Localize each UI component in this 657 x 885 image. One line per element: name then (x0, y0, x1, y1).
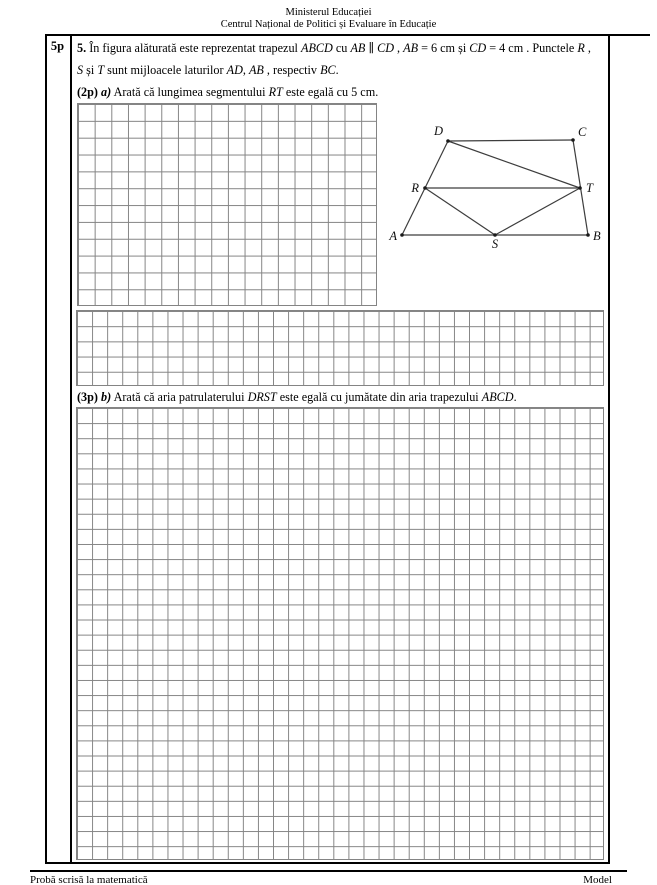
footer-exam-name: Probă scrisă la matematică (30, 874, 148, 885)
answer-grid-middle (76, 310, 604, 386)
subquestion-a: (2p) a) Arată că lungimea segmentului RT este egală cu 5 cm. (77, 85, 379, 99)
trapezoid-figure (375, 110, 610, 258)
answer-grid-bottom (76, 407, 604, 860)
svg-text:D: D (433, 124, 443, 138)
subquestion-b: (3p) b) Arată că aria patrulaterului DRST este egală cu jumătate din aria trapezului ABCD. (77, 390, 517, 404)
points-column-divider (70, 36, 72, 862)
table-top-border-extension (606, 34, 650, 36)
svg-text:A: A (389, 229, 397, 243)
svg-text:R: R (411, 181, 419, 195)
svg-text:B: B (593, 229, 601, 243)
header-ministry: Ministerul Educației (285, 7, 372, 18)
points-label: 5p (50, 39, 65, 53)
header-center: Centrul Național de Politici și Evaluare în Educație (220, 19, 437, 30)
svg-text:S: S (491, 237, 499, 251)
problem-statement-line-2: S și T sunt mijloacele laturilor AD, AB , respectiv BC. (77, 63, 339, 77)
footer-model-label: Model (583, 874, 612, 885)
footer-rule (30, 870, 627, 872)
svg-text:C: C (578, 125, 587, 139)
svg-text:T: T (586, 181, 593, 195)
answer-grid-beside-figure (77, 103, 377, 306)
problem-statement-line-1: 5. În figura alăturată este reprezentat trapezul ABCD cu AB ∥ CD , AB = 6 cm și CD = 4 cm . Punctele R , (77, 41, 591, 55)
